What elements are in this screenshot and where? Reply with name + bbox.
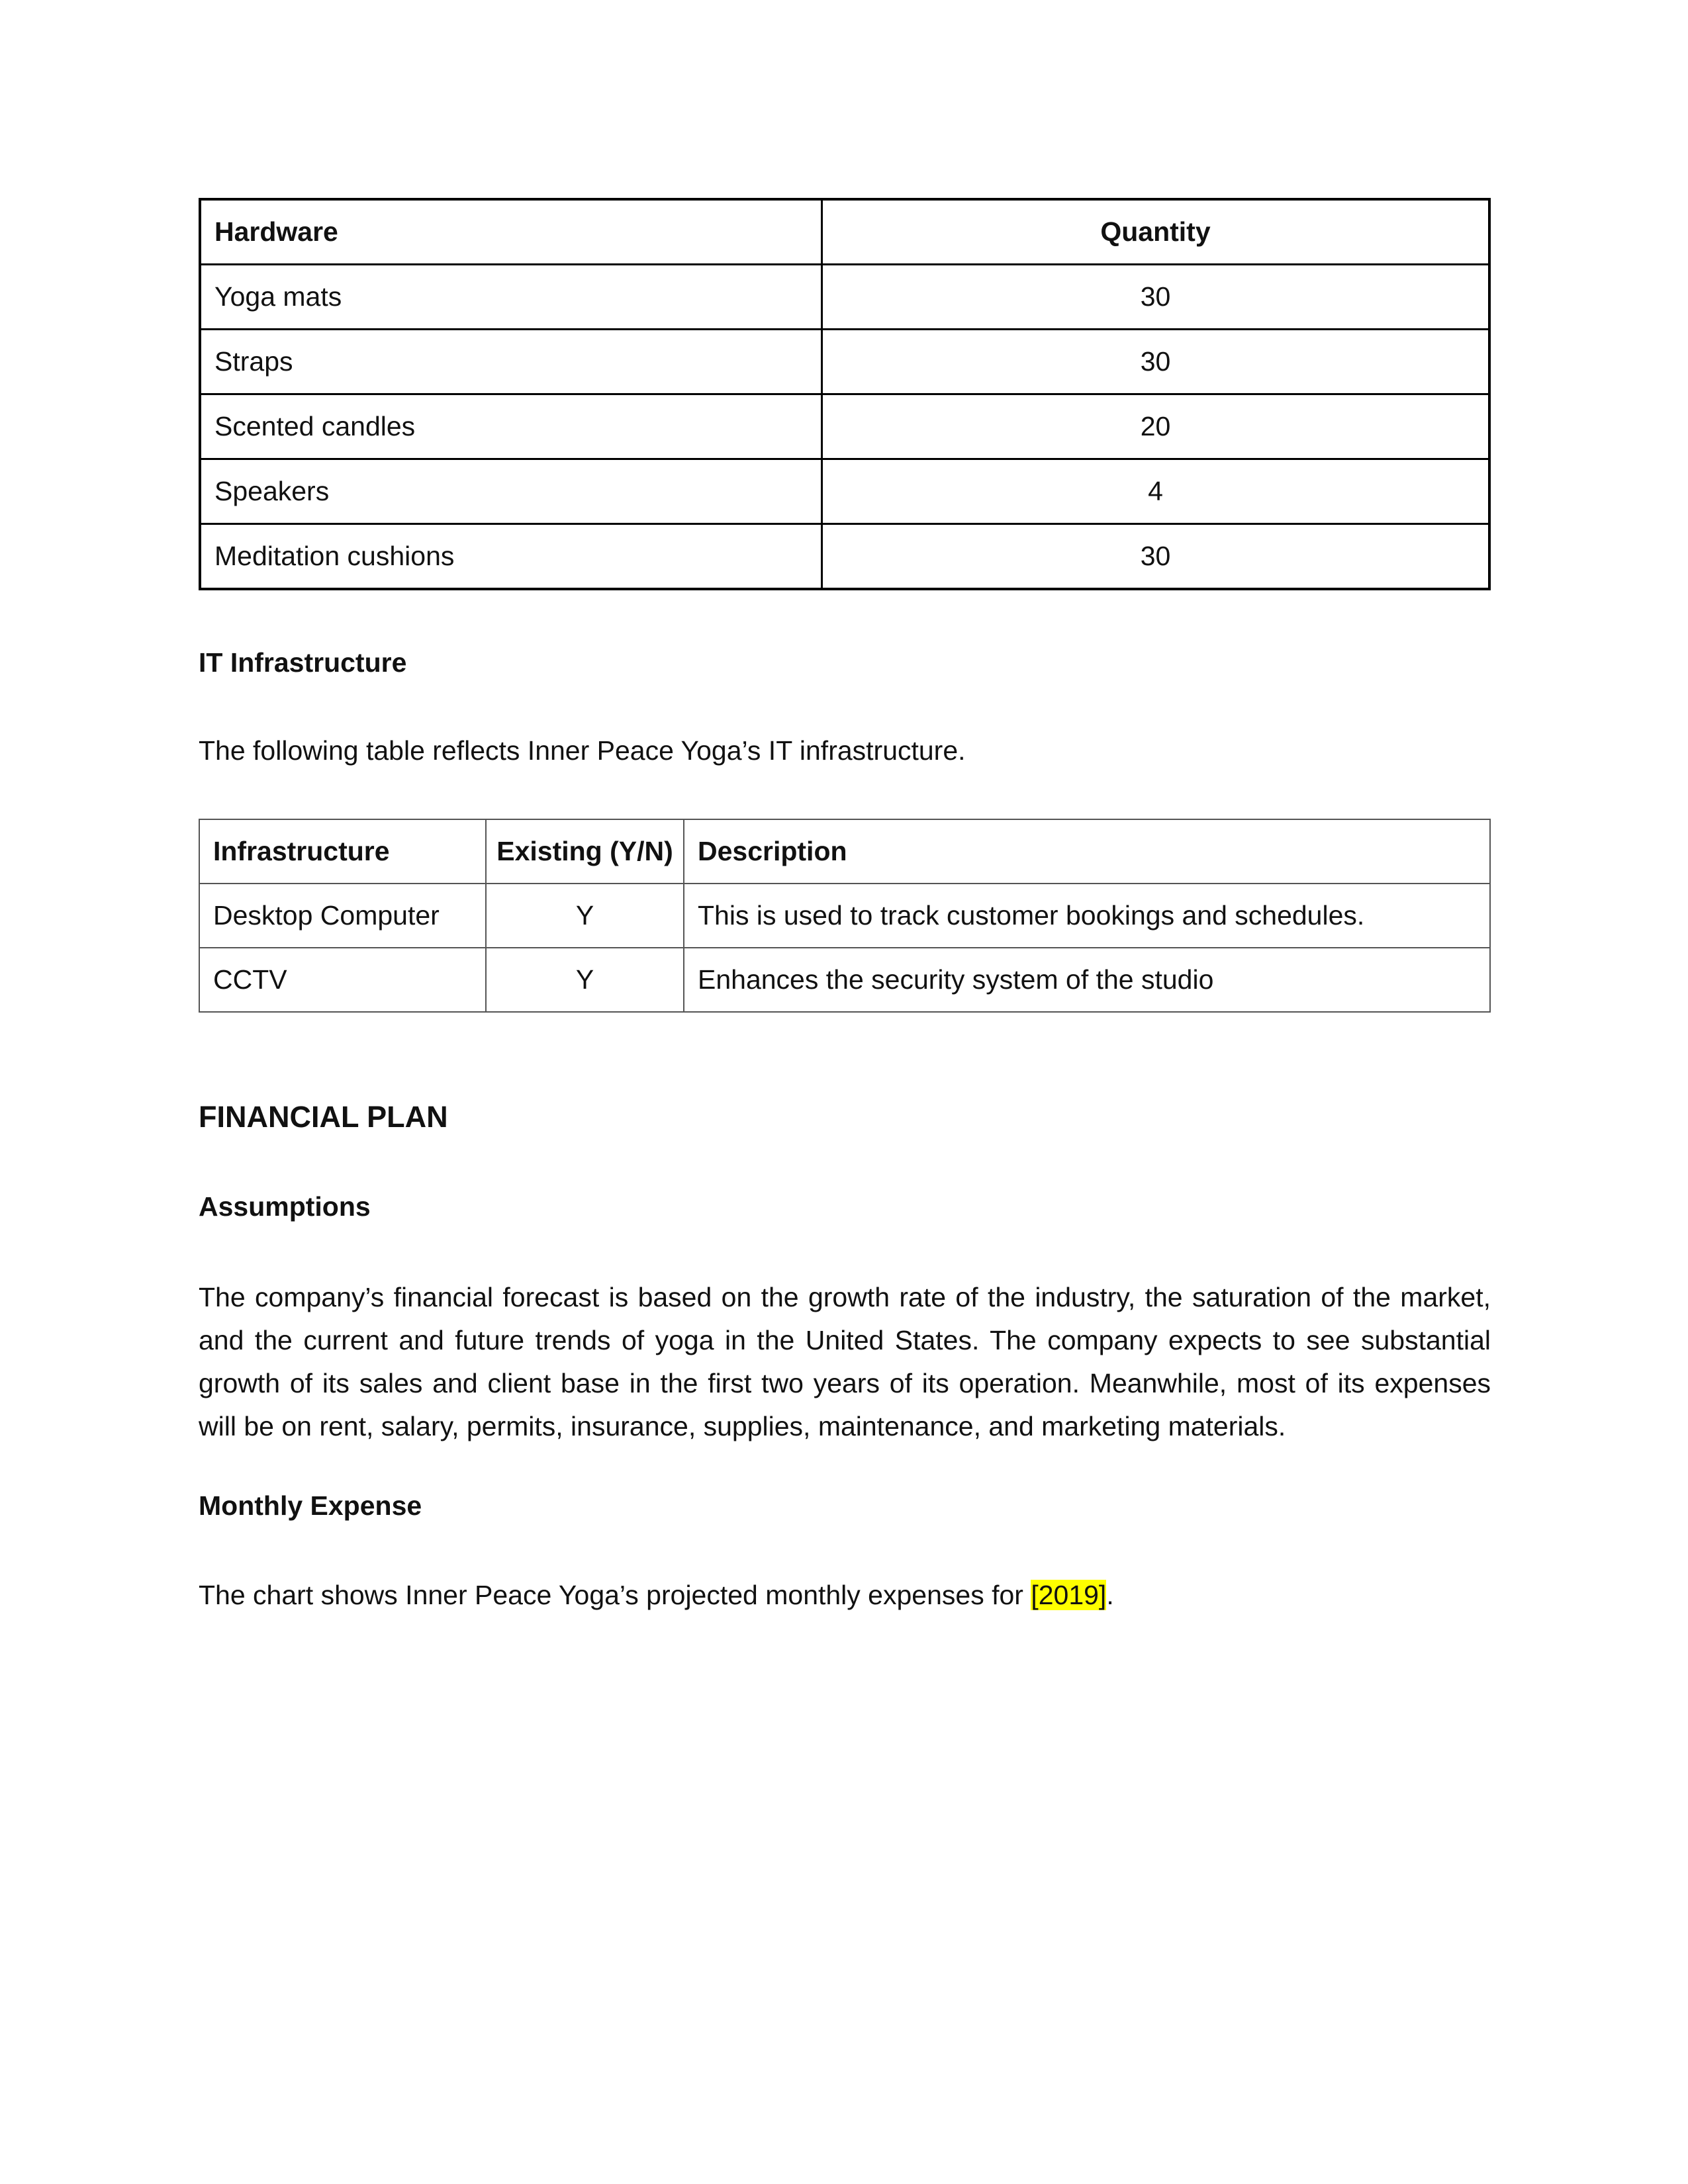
hardware-quantity: 30 [822, 330, 1490, 394]
table-row [200, 394, 1489, 459]
column-header-quantity: Quantity [822, 199, 1490, 265]
infrastructure-description: This is used to track customer bookings and schedules. [684, 884, 1490, 948]
column-header-infrastructure: Infrastructure [199, 819, 486, 884]
hardware-name: Speakers [200, 459, 822, 524]
hardware-name: Straps [200, 330, 822, 394]
monthly-expense-text: The chart shows Inner Peace Yoga’s projected monthly expenses for [199, 1580, 1031, 1610]
hardware-quantity: 20 [822, 394, 1490, 459]
monthly-expense-period: . [1106, 1580, 1114, 1610]
column-header-description: Description [684, 819, 1490, 884]
monthly-expense-paragraph [199, 1574, 1491, 1617]
it-infrastructure-table [199, 819, 1491, 1013]
hardware-quantity: 4 [822, 459, 1490, 524]
assumptions-heading: Assumptions [199, 1191, 371, 1222]
it-infrastructure-intro: The following table reflects Inner Peace Yoga’s IT infrastructure. [199, 735, 966, 766]
highlighted-year: [2019] [1031, 1580, 1107, 1610]
column-header-hardware: Hardware [200, 199, 822, 265]
column-header-existing: Existing (Y/N) [486, 819, 684, 884]
table-row [199, 948, 1490, 1012]
financial-plan-heading: FINANCIAL PLAN [199, 1100, 448, 1134]
infrastructure-existing: Y [486, 948, 684, 1012]
table-row [200, 330, 1489, 394]
infrastructure-name: Desktop Computer [199, 884, 486, 948]
assumptions-paragraph: The company’s financial forecast is based on the growth rate of the industry, the saturation of the market, and the current and future trends of yoga in the United States. The company expects to see substantial growth of its sales and client base in the first two years of its operation. Meanwhile, most of its expenses will be on rent, salary, permits, insurance, supplies, maintenance, and marketing materials. [199, 1282, 1491, 1441]
table-header-row [200, 199, 1489, 265]
hardware-name: Scented candles [200, 394, 822, 459]
hardware-quantity: 30 [822, 524, 1490, 590]
table-row [200, 459, 1489, 524]
infrastructure-name: CCTV [199, 948, 486, 1012]
table-header-row [199, 819, 1490, 884]
monthly-expense-heading: Monthly Expense [199, 1490, 422, 1521]
hardware-table [199, 198, 1491, 590]
infrastructure-description: Enhances the security system of the studio [684, 948, 1490, 1012]
table-row [200, 265, 1489, 330]
infrastructure-existing: Y [486, 884, 684, 948]
table-row [200, 524, 1489, 590]
hardware-name: Meditation cushions [200, 524, 822, 590]
hardware-name: Yoga mats [200, 265, 822, 330]
table-row [199, 884, 1490, 948]
hardware-quantity: 30 [822, 265, 1490, 330]
it-infrastructure-heading: IT Infrastructure [199, 647, 407, 678]
